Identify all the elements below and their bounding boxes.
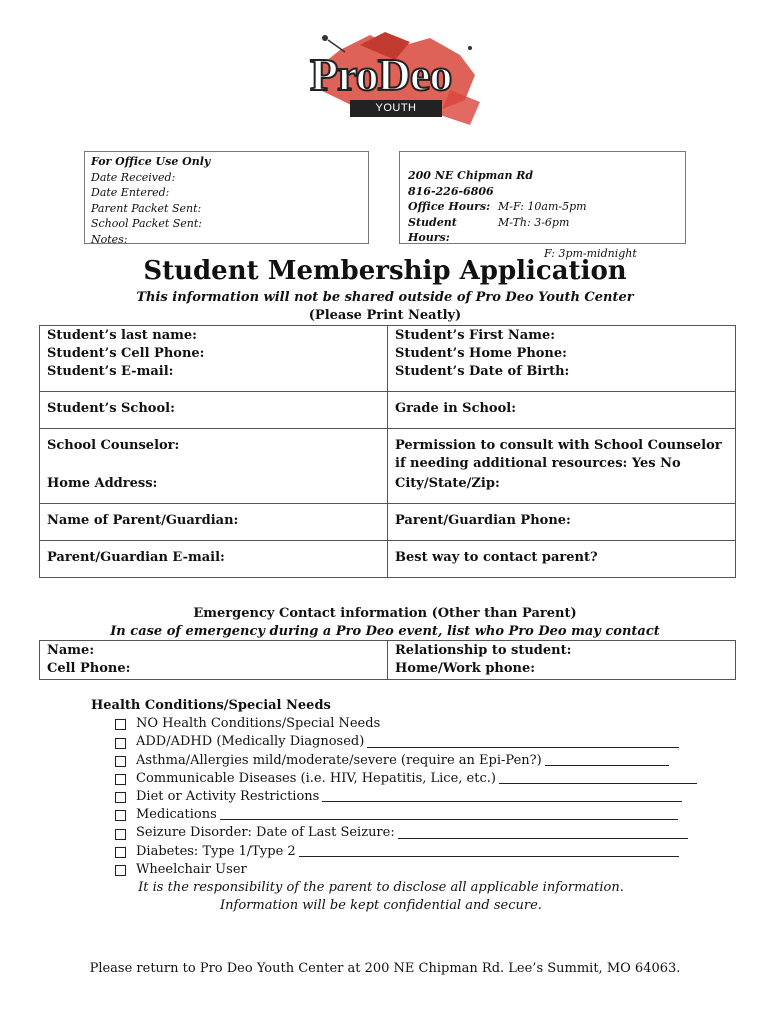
first-name-field[interactable]: Student’s First Name: bbox=[388, 326, 736, 346]
grade-field[interactable]: Grade in School: bbox=[388, 392, 736, 429]
checkbox[interactable] bbox=[115, 829, 126, 840]
checkbox[interactable] bbox=[115, 792, 126, 803]
checkbox[interactable] bbox=[115, 719, 126, 730]
list-item: Medications bbox=[115, 806, 697, 824]
emergency-cell-field[interactable]: Cell Phone: bbox=[40, 660, 388, 680]
print-note: (Please Print Neatly) bbox=[308, 308, 462, 323]
logo-name: ProDeo bbox=[310, 49, 452, 100]
dob-field[interactable]: Student’s Date of Birth: bbox=[388, 363, 736, 392]
contact-info-box bbox=[399, 151, 686, 260]
checkbox[interactable] bbox=[115, 810, 126, 821]
office-hours-label: Office Hours: bbox=[408, 200, 491, 213]
write-in-line[interactable] bbox=[220, 819, 678, 820]
table-row bbox=[40, 363, 736, 392]
list-item: NO Health Conditions/Special Needs bbox=[115, 715, 697, 733]
office-hours-row bbox=[408, 199, 677, 215]
office-heading: For Office Use Only bbox=[91, 155, 211, 168]
counselor-field[interactable]: School Counselor: bbox=[40, 429, 388, 474]
email-field[interactable]: Student’s E-mail: bbox=[40, 363, 388, 392]
table-row bbox=[40, 660, 736, 680]
counselor-permission-field[interactable]: Permission to consult with School Counselor if needing additional resources: Yes No bbox=[388, 429, 736, 474]
health-heading: Health Conditions/Special Needs bbox=[91, 698, 331, 713]
write-in-line[interactable] bbox=[545, 765, 669, 766]
checkbox[interactable] bbox=[115, 774, 126, 785]
office-date-entered: Date Entered: bbox=[91, 186, 170, 199]
emergency-heading: Emergency Contact information (Other than Parent) bbox=[193, 606, 577, 621]
parent-name-field[interactable]: Name of Parent/Guardian: bbox=[40, 504, 388, 541]
emergency-table bbox=[39, 640, 736, 680]
student-info-table bbox=[39, 325, 736, 578]
list-item: Seizure Disorder: Date of Last Seizure: bbox=[115, 824, 697, 842]
table-row bbox=[40, 641, 736, 661]
list-item: Asthma/Allergies mild/moderate/severe (require an Epi-Pen?) bbox=[115, 752, 697, 770]
table-row bbox=[40, 429, 736, 474]
table-row bbox=[40, 473, 736, 504]
table-row bbox=[40, 326, 736, 346]
checkbox[interactable] bbox=[115, 756, 126, 767]
health-note-disclosure: It is the responsibility of the parent to disclose all applicable information. bbox=[138, 880, 624, 896]
health-section bbox=[91, 697, 697, 915]
form-subtitle: This information will not be shared outside of Pro Deo Youth Center bbox=[136, 290, 634, 305]
logo-subtitle: YOUTH CENTER bbox=[350, 100, 442, 117]
office-hours-value: M-F: 10am-5pm bbox=[498, 200, 587, 213]
home-address-field[interactable]: Home Address: bbox=[40, 473, 388, 504]
emergency-relationship-field[interactable]: Relationship to student: bbox=[388, 641, 736, 661]
list-item: ADD/ADHD (Medically Diagnosed) bbox=[115, 733, 697, 751]
health-note-confidential: Information will be kept confidential and secure. bbox=[220, 898, 542, 914]
home-phone-field[interactable]: Student’s Home Phone: bbox=[388, 345, 736, 363]
last-name-field[interactable]: Student’s last name: bbox=[40, 326, 388, 346]
cell-phone-field[interactable]: Student’s Cell Phone: bbox=[40, 345, 388, 363]
emergency-name-field[interactable]: Name: bbox=[40, 641, 388, 661]
student-hours-value: M-Th: 3-6pm bbox=[498, 215, 570, 229]
list-item: Wheelchair User bbox=[115, 861, 697, 879]
footer-return-note: Please return to Pro Deo Youth Center at 200 NE Chipman Rd. Lee’s Summit, MO 64063. bbox=[89, 961, 681, 976]
office-use-box bbox=[84, 151, 369, 244]
city-state-zip-field[interactable]: City/State/Zip: bbox=[388, 473, 736, 504]
office-notes: Notes: bbox=[91, 232, 128, 246]
office-school-packet: School Packet Sent: bbox=[91, 217, 203, 230]
student-hours-row bbox=[408, 215, 677, 246]
emergency-header bbox=[0, 605, 770, 641]
write-in-line[interactable] bbox=[322, 801, 682, 802]
form-title: Student Membership Application bbox=[143, 256, 627, 286]
table-row bbox=[40, 345, 736, 363]
table-row bbox=[40, 392, 736, 429]
checkbox[interactable] bbox=[115, 865, 126, 876]
write-in-line[interactable] bbox=[299, 856, 679, 857]
emergency-subheading: In case of emergency during a Pro Deo event, list who Pro Deo may contact bbox=[110, 624, 660, 639]
contact-phone: 816-226-6806 bbox=[408, 184, 494, 198]
contact-method-field[interactable]: Best way to contact parent? bbox=[388, 541, 736, 578]
write-in-line[interactable] bbox=[499, 783, 697, 784]
table-row bbox=[40, 504, 736, 541]
list-item: Communicable Diseases (i.e. HIV, Hepatitis, Lice, etc.) bbox=[115, 770, 697, 788]
health-checklist bbox=[91, 715, 697, 879]
school-field[interactable]: Student’s School: bbox=[40, 392, 388, 429]
write-in-line[interactable] bbox=[398, 838, 688, 839]
parent-email-field[interactable]: Parent/Guardian E-mail: bbox=[40, 541, 388, 578]
student-hours-friday: F: 3pm-midnight bbox=[544, 246, 637, 260]
office-date-received: Date Received: bbox=[91, 170, 176, 184]
table-row bbox=[40, 541, 736, 578]
write-in-line[interactable] bbox=[367, 747, 679, 748]
parent-phone-field[interactable]: Parent/Guardian Phone: bbox=[388, 504, 736, 541]
checkbox[interactable] bbox=[115, 847, 126, 858]
list-item: Diabetes: Type 1/Type 2 bbox=[115, 843, 697, 861]
student-hours-label: Student Hours: bbox=[408, 215, 457, 244]
emergency-work-phone-field[interactable]: Home/Work phone: bbox=[388, 660, 736, 680]
list-item: Diet or Activity Restrictions bbox=[115, 788, 697, 806]
office-parent-packet: Parent Packet Sent: bbox=[91, 201, 202, 215]
contact-address: 200 NE Chipman Rd bbox=[408, 169, 534, 182]
checkbox[interactable] bbox=[115, 738, 126, 749]
